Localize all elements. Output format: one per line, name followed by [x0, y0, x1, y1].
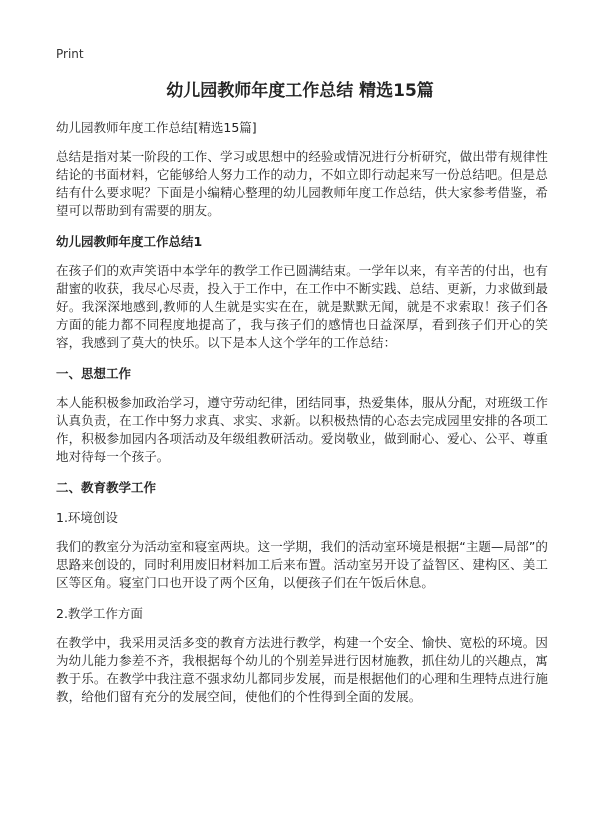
document-subtitle: 幼儿园教师年度工作总结[精选15篇] [56, 120, 257, 135]
document-body [56, 118, 548, 718]
summary-1-paragraph: 在孩子们的欢声笑语中本学年的教学工作已圆满结束。一学年以来，有辛苦的付出，也有甜蜜的收获，我尽心尽责，投入于工作中，在工作中不断实践、总结、更新，力求做到最好。我深深地感到,教师的人生就是实实在在，就是默默无闻，就是不求索取！孩子们各方面的能力都不同程度地提高了，我与孩子们的感情也日益深厚，看到孩子们开心的笑容，我感到了莫大的快乐。以下是本人这个学年的工作总结： [56, 263, 548, 350]
teaching-paragraph: 在教学中，我采用灵活多变的教育方法进行教学，构建一个安全、愉快、宽松的环境。因为幼儿能力参差不齐，我根据每个幼儿的个别差异进行因材施教，抓住幼儿的兴趣点，寓教于乐。在教学中我注意不强求幼儿都同步发展，而是根据他们的心理和生理特点进行施教，给他们留有充分的发展空间，使他们的个性得到全面的发展。 [56, 635, 548, 704]
subheading-environment: 1.环境创设 [56, 510, 118, 525]
thought-work-paragraph: 本人能积极参加政治学习，遵守劳动纪律，团结同事，热爱集体，服从分配，对班级工作认真负责，在工作中努力求真、求实、求新。以积极热情的心态去完成园里安排的各项工作，积极参加园内各项活动及年级组教研活动。爱岗敬业，做到耐心、爱心、公平、尊重地对待每一个孩子。 [56, 395, 548, 464]
heading-teaching-work: 二、教育教学工作 [56, 480, 157, 495]
section-heading-summary-1: 幼儿园教师年度工作总结1 [56, 234, 203, 249]
environment-paragraph: 我们的教室分为活动室和寝室两块。这一学期，我们的活动室环境是根据“主题—局部”的思路来创设的，同时利用废旧材料加工后来布置。活动室另开设了益智区、建构区、美工区等区角。寝室门口也开设了两个区角，以便孩子们在午饭后休息。 [56, 539, 548, 590]
intro-paragraph: 总结是指对某一阶段的工作、学习或思想中的经验或情况进行分析研究，做出带有规律性结论的书面材料，它能够给人努力工作的动力，不如立即行动起来写一份总结吧。但是总结有什么要求呢？下面是小编精心整理的幼儿园教师年度工作总结，供大家参考借鉴，希望可以帮助到有需要的朋友。 [56, 149, 548, 218]
document-title: 幼儿园教师年度工作总结 精选15篇 [166, 81, 434, 101]
heading-thought-work: 一、思想工作 [56, 366, 132, 381]
subheading-teaching: 2.教学工作方面 [56, 606, 143, 621]
print-link[interactable]: Print [56, 47, 84, 61]
